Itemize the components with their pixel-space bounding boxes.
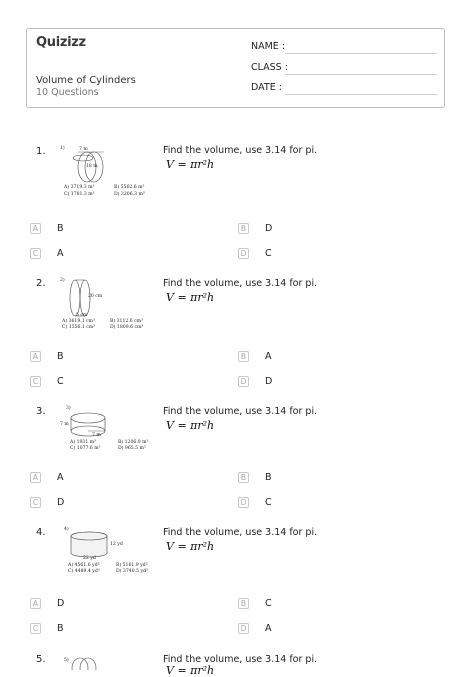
figure-choice: A) 3719.3 m³ (64, 185, 95, 190)
figure-dimension: 12 yd (110, 542, 123, 547)
option-letter-c[interactable]: C (30, 248, 41, 259)
option-answer: D (57, 598, 65, 609)
option-letter-d[interactable]: D (238, 248, 249, 259)
figure-choice: D) 965.5 m³ (118, 446, 146, 451)
option-answer: D (265, 376, 273, 387)
option-letter-c[interactable]: C (30, 623, 41, 634)
question-number: 3. (36, 406, 46, 417)
question-number: 1. (36, 146, 46, 157)
figure-choice: D) 3740.5 yd³ (116, 569, 148, 574)
option-letter-c[interactable]: C (30, 497, 41, 508)
option-letter-d[interactable]: D (238, 376, 249, 387)
figure-dimension: 7 m (60, 422, 69, 427)
figure-number: 5) (64, 658, 69, 663)
figure-dimension: 7 m (92, 433, 101, 438)
option-letter-c[interactable]: C (30, 376, 41, 387)
question-number: 4. (36, 527, 46, 538)
name-line[interactable] (285, 53, 437, 54)
option-answer: D (265, 223, 273, 234)
question-figure (58, 525, 153, 585)
class-label: CLASS : (251, 62, 288, 73)
figure-dimension: 5 cm (76, 313, 88, 318)
option-letter-b[interactable]: B (238, 351, 249, 362)
question-formula: V = πr²h (166, 158, 215, 171)
option-letter-a[interactable]: A (30, 351, 41, 362)
option-letter-b[interactable]: B (238, 598, 249, 609)
question-count: 10 Questions (36, 87, 99, 98)
figure-dimension: 18 m (86, 164, 98, 169)
cylinder-diagram (58, 404, 153, 464)
figure-choice: C) 1781.3 m³ (64, 192, 95, 197)
question-figure (58, 404, 153, 464)
question-figure (58, 276, 153, 336)
question-formula: V = πr²h (166, 540, 215, 553)
quizizz-logo: Quizizz (36, 35, 86, 50)
class-line[interactable] (285, 74, 437, 75)
cylinder-diagram (58, 652, 153, 670)
figure-dimension: 22 yd (83, 556, 96, 561)
question-figure (58, 144, 153, 204)
worksheet-title: Volume of Cylinders (36, 75, 136, 86)
option-answer: A (265, 351, 272, 362)
option-answer: B (57, 223, 64, 234)
question-prompt: Find the volume, use 3.14 for pi. (163, 527, 318, 538)
figure-choice: C) 4489.4 yd³ (68, 569, 100, 574)
figure-dimension: 20 cm (88, 294, 103, 299)
option-letter-a[interactable]: A (30, 223, 41, 234)
figure-number: 2) (60, 278, 65, 283)
figure-number: 3) (66, 406, 71, 411)
figure-choice: B) 5562.6 m³ (114, 185, 145, 190)
option-answer: C (265, 598, 272, 609)
question-number: 2. (36, 278, 46, 289)
figure-choice: A) 4561.6 yd³ (68, 563, 100, 568)
figure-choice: C) 1556.1 cm³ (62, 325, 96, 330)
option-letter-d[interactable]: D (238, 497, 249, 508)
figure-choice: D) 1809.6 cm³ (110, 325, 144, 330)
question-formula: V = πr²h (166, 291, 215, 304)
question-prompt: Find the volume, use 3.14 for pi. (163, 654, 318, 665)
option-letter-a[interactable]: A (30, 472, 41, 483)
question-prompt: Find the volume, use 3.14 for pi. (163, 406, 318, 417)
question-formula: V = πr²h (166, 419, 215, 432)
figure-number: 4) (64, 527, 69, 532)
figure-choice: A) 3619.1 cm³ (62, 319, 95, 324)
cylinder-diagram (58, 525, 153, 585)
option-answer: C (265, 248, 272, 259)
figure-choice: B) 1206.9 m³ (118, 440, 149, 445)
option-answer: C (265, 497, 272, 508)
option-letter-b[interactable]: B (238, 223, 249, 234)
question-number: 5. (36, 654, 46, 665)
date-line[interactable] (285, 94, 437, 95)
figure-choice: B) 5161.9 yd³ (116, 563, 148, 568)
name-label: NAME : (251, 41, 286, 52)
option-letter-d[interactable]: D (238, 623, 249, 634)
option-answer: A (57, 248, 64, 259)
option-answer: B (57, 351, 64, 362)
figure-choice: D) 3206.3 m³ (114, 192, 145, 197)
date-label: DATE : (251, 82, 282, 93)
option-answer: C (57, 376, 64, 387)
figure-dimension: 7 m (79, 147, 88, 152)
figure-choice: A) 1931 m³ (70, 440, 96, 445)
figure-choice: B) 3112.6 cm³ (110, 319, 143, 324)
question-prompt: Find the volume, use 3.14 for pi. (163, 145, 318, 156)
question-prompt: Find the volume, use 3.14 for pi. (163, 278, 318, 289)
option-answer: A (57, 472, 64, 483)
option-letter-b[interactable]: B (238, 472, 249, 483)
option-answer: B (265, 472, 272, 483)
option-answer: B (57, 623, 64, 634)
figure-number: 1) (60, 146, 65, 151)
figure-choice: C) 1077.6 m³ (70, 446, 101, 451)
option-answer: A (265, 623, 272, 634)
question-figure (58, 652, 153, 670)
option-letter-a[interactable]: A (30, 598, 41, 609)
question-formula: V = πr²h (166, 664, 215, 677)
option-answer: D (57, 497, 65, 508)
